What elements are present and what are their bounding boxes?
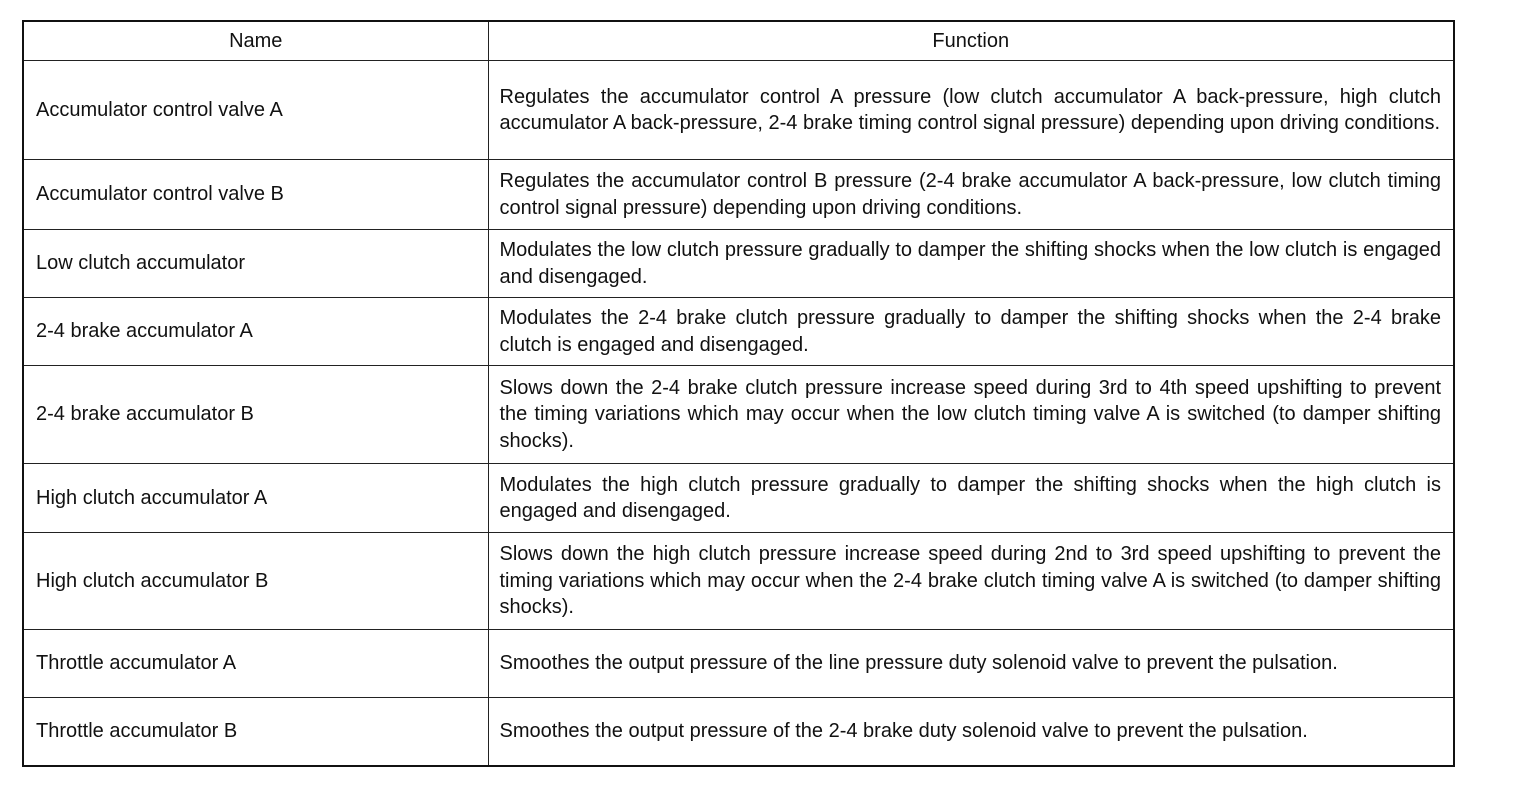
column-header-name: Name xyxy=(23,21,488,61)
row-function-cell: Smoothes the output pressure of the line pressure duty solenoid valve to prevent the pulsation. xyxy=(488,630,1454,698)
row-function-cell: Modulates the high clutch pressure gradually to damper the shifting shocks when the high clutch is engaged and disengaged. xyxy=(488,464,1454,533)
table-row xyxy=(23,160,1454,230)
table-row xyxy=(23,630,1454,698)
row-name-cell: Accumulator control valve A xyxy=(23,61,488,160)
table-row xyxy=(23,698,1454,766)
table-row xyxy=(23,298,1454,366)
row-function-cell: Smoothes the output pressure of the 2-4 brake duty solenoid valve to prevent the pulsation. xyxy=(488,698,1454,766)
table-row xyxy=(23,366,1454,464)
row-name-cell: Accumulator control valve B xyxy=(23,160,488,230)
row-name-cell: High clutch accumulator A xyxy=(23,464,488,533)
component-function-table xyxy=(22,20,1455,767)
table-row xyxy=(23,61,1454,160)
row-function-cell: Modulates the 2-4 brake clutch pressure gradually to damper the shifting shocks when the 2-4 brake clutch is engaged and disengaged. xyxy=(488,298,1454,366)
row-function-cell: Regulates the accumulator control B pressure (2-4 brake accumulator A back-pressure, low clutch timing control signal pressure) depending upon driving conditions. xyxy=(488,160,1454,230)
row-name-cell: Low clutch accumulator xyxy=(23,230,488,298)
row-name-cell: 2-4 brake accumulator B xyxy=(23,366,488,464)
row-name-cell: 2-4 brake accumulator A xyxy=(23,298,488,366)
table-row xyxy=(23,464,1454,533)
table-row xyxy=(23,533,1454,630)
row-name-cell: Throttle accumulator A xyxy=(23,630,488,698)
row-function-cell: Regulates the accumulator control A pressure (low clutch accumulator A back-pressure, high clutch accumulator A back-pressure, 2-4 brake timing control signal pressure) depending upon driving conditions. xyxy=(488,61,1454,160)
row-function-cell: Modulates the low clutch pressure gradually to damper the shifting shocks when the low clutch is engaged and disengaged. xyxy=(488,230,1454,298)
table-row xyxy=(23,230,1454,298)
row-name-cell: Throttle accumulator B xyxy=(23,698,488,766)
table-header-row xyxy=(23,21,1454,61)
column-header-function: Function xyxy=(488,21,1454,61)
row-function-cell: Slows down the 2-4 brake clutch pressure increase speed during 3rd to 4th speed upshifting to prevent the timing variations which may occur when the low clutch timing valve A is switched (to damper shifting shocks). xyxy=(488,366,1454,464)
row-function-cell: Slows down the high clutch pressure increase speed during 2nd to 3rd speed upshifting to prevent the timing variations which may occur when the 2-4 brake clutch timing valve A is switched (to damper shifting shocks). xyxy=(488,533,1454,630)
row-name-cell: High clutch accumulator B xyxy=(23,533,488,630)
